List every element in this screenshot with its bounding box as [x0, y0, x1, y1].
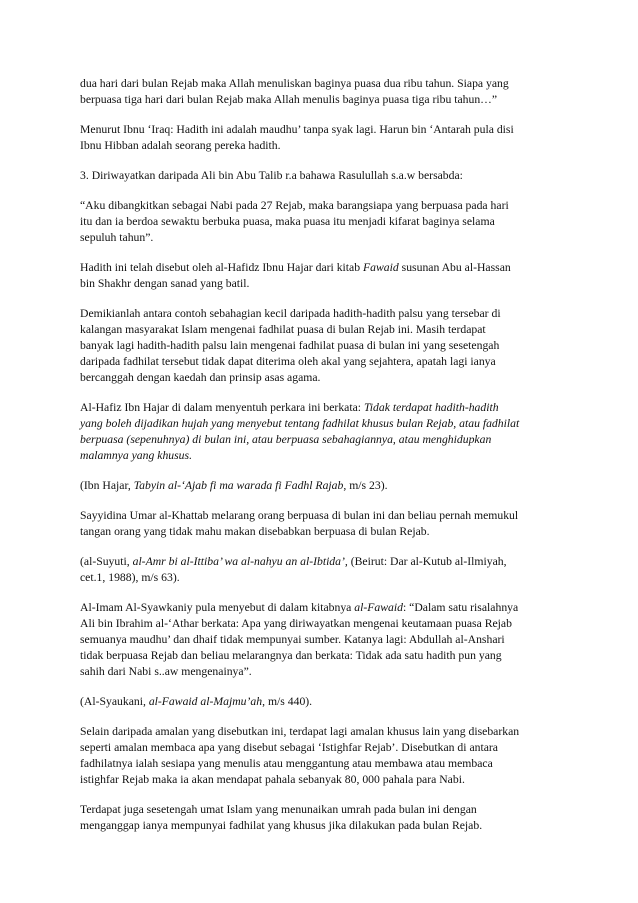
text-run: Sayyidina Umar al-Khattab melarang orang berpuasa di bulan ini dan beliau pernah memukul — [80, 509, 519, 522]
text-run: menganggap ianya mempunyai fadhilat yang khusus jika dilakukan pada bulan Rejab. — [80, 819, 483, 832]
paragraph — [80, 400, 580, 464]
text-line — [80, 664, 580, 680]
text-line — [80, 416, 580, 432]
text-run: banyak lagi hadith-hadith palsu lain mengenai fadhilat puasa di bulan ini yang sesetengah — [80, 339, 500, 352]
text-run: Ibnu Hibban adalah seorang pereka hadith. — [80, 139, 281, 152]
text-line — [80, 214, 580, 230]
paragraph — [80, 802, 580, 834]
italic-text: al-Amr bi al-Ittiba’ wa al-nahyu an al-Ibtida’, — [132, 555, 348, 568]
paragraph — [80, 198, 580, 246]
text-run: 3. Diriwayatkan daripada Ali bin Abu Talib r.a bahawa Rasulullah s.a.w bersabda: — [80, 169, 463, 182]
text-line — [80, 570, 580, 586]
text-run: tangan orang yang tidak mahu makan disebabkan berpuasa di bulan Rejab. — [80, 525, 430, 538]
text-run: : “Dalam satu risalahnya — [402, 601, 519, 614]
text-line — [80, 230, 580, 246]
text-line — [80, 168, 580, 184]
text-run: (Ibn Hajar, — [80, 479, 134, 492]
text-run: dua hari dari bulan Rejab maka Allah menuliskan baginya puasa dua ribu tahun. Siapa yang — [80, 77, 509, 90]
text-line — [80, 694, 580, 710]
paragraph — [80, 76, 580, 108]
text-line — [80, 322, 580, 338]
text-line — [80, 198, 580, 214]
text-run: Selain daripada amalan yang disebutkan ini, terdapat lagi amalan khusus lain yang disebarkan — [80, 725, 520, 738]
text-line — [80, 616, 580, 632]
text-run: “Aku dibangkitkan sebagai Nabi pada 27 Rejab, maka barangsiapa yang berpuasa pada hari — [80, 199, 509, 212]
text-run: bercanggah dengan kaedah dan prinsip asas agama. — [80, 371, 321, 384]
paragraph — [80, 168, 580, 184]
text-line — [80, 632, 580, 648]
italic-text: Tabyin al-‘Ajab fi ma warada fi Fadhl Rajab — [133, 479, 344, 492]
text-line — [80, 306, 580, 322]
text-run: semuanya maudhu’ dan dhaif tidak mempunyai sumber. Katanya lagi: Abdullah al-Anshari — [80, 633, 505, 646]
text-line — [80, 724, 580, 740]
paragraph — [80, 508, 580, 540]
italic-text: berpuasa (sepenuhnya) di bulan ini, atau berpuasa sebahagiannya, atau menghidupkan — [80, 433, 492, 446]
italic-text: yang boleh dijadikan hujah yang menyebut tentang fadhilat khusus bulan Rejab, atau fadhilat — [80, 417, 520, 430]
text-line — [80, 370, 580, 386]
text-line — [80, 554, 580, 570]
text-line — [80, 138, 580, 154]
text-line — [80, 524, 580, 540]
text-line — [80, 276, 580, 292]
text-line — [80, 400, 580, 416]
text-run: sahih dari Nabi s..aw mengenainya”. — [80, 665, 252, 678]
text-run: fadhilatnya ialah sesiapa yang menulis atau menggantung atau membawa atau membaca — [80, 757, 493, 770]
paragraph — [80, 260, 580, 292]
paragraph — [80, 122, 580, 154]
text-line — [80, 740, 580, 756]
text-run: tidak berpuasa Rejab dan beliau melarangnya dan berkata: Tidak ada satu hadith pun yang — [80, 649, 502, 662]
text-run: seperti amalan membaca apa yang disebut sebagai ‘Istighfar Rejab’. Disebutkan di antara — [80, 741, 498, 754]
text-line — [80, 432, 580, 448]
text-line — [80, 648, 580, 664]
paragraph — [80, 724, 580, 788]
paragraph — [80, 600, 580, 680]
text-line — [80, 92, 580, 108]
paragraph — [80, 306, 580, 386]
text-run: Ali bin Ibrahim al-‘Athar berkata: Apa yang diriwayatkan mengenai keutamaan puasa Rejab — [80, 617, 512, 630]
text-line — [80, 260, 580, 276]
paragraph — [80, 554, 580, 586]
text-line — [80, 772, 580, 788]
text-run: istighfar Rejab maka ia akan mendapat pahala sebanyak 80, 000 pahala para Nabi. — [80, 773, 465, 786]
italic-text: Fawaid — [363, 261, 399, 274]
text-line — [80, 76, 580, 92]
text-run: bin Shakhr dengan sanad yang batil. — [80, 277, 250, 290]
italic-text: malamnya yang khusus. — [80, 449, 192, 462]
text-run: susunan Abu al-Hassan — [398, 261, 511, 274]
text-run: sepuluh tahun”. — [80, 231, 154, 244]
text-line — [80, 354, 580, 370]
text-line — [80, 338, 580, 354]
text-run: Hadith ini telah disebut oleh al-Hafidz Ibnu Hajar dari kitab — [80, 261, 364, 274]
italic-text: al-Fawaid al-Majmu’ah — [148, 695, 263, 708]
text-run: Al-Imam Al-Syawkaniy pula menyebut di dalam kitabnya — [80, 601, 355, 614]
text-run: kalangan masyarakat Islam mengenai fadhilat puasa di bulan Rejab ini. Masih terdapat — [80, 323, 486, 336]
text-line — [80, 448, 580, 464]
text-run: itu dan ia berdoa sewaktu berbuka puasa, maka puasa itu menjadi kifarat baginya selama — [80, 215, 495, 228]
text-run: (al-Suyuti, — [80, 555, 133, 568]
text-run: , m/s 440). — [262, 695, 313, 708]
text-run: (Al-Syaukani, — [80, 695, 149, 708]
text-run: daripada fadhilat tersebut tidak dapat diterima oleh akal yang sejahtera, apatah lagi ianya — [80, 355, 496, 368]
text-run: Demikianlah antara contoh sebahagian kecil daripada hadith-hadith palsu yang tersebar di — [80, 307, 501, 320]
italic-text: Tidak terdapat hadith-hadith — [363, 401, 499, 414]
text-run: (Beirut: Dar al-Kutub al-Ilmiyah, — [347, 555, 507, 568]
text-line — [80, 478, 580, 494]
text-run: Terdapat juga sesetengah umat Islam yang menunaikan umrah pada bulan ini dengan — [80, 803, 477, 816]
italic-text: al-Fawaid — [354, 601, 403, 614]
text-line — [80, 756, 580, 772]
text-line — [80, 818, 580, 834]
text-line — [80, 802, 580, 818]
text-run: , m/s 23). — [343, 479, 388, 492]
paragraph — [80, 478, 580, 494]
text-line — [80, 508, 580, 524]
text-line — [80, 122, 580, 138]
text-run: berpuasa tiga hari dari bulan Rejab maka Allah menulis baginya puasa tiga ribu tahun…” — [80, 93, 498, 106]
text-line — [80, 600, 580, 616]
paragraph — [80, 694, 580, 710]
text-run: cet.1, 1988), m/s 63). — [80, 571, 180, 584]
text-run: Al-Hafiz Ibn Hajar di dalam menyentuh perkara ini berkata: — [80, 401, 364, 414]
text-run: Menurut Ibnu ‘Iraq: Hadith ini adalah maudhu’ tanpa syak lagi. Harun bin ‘Antarah pula disi — [80, 123, 514, 136]
